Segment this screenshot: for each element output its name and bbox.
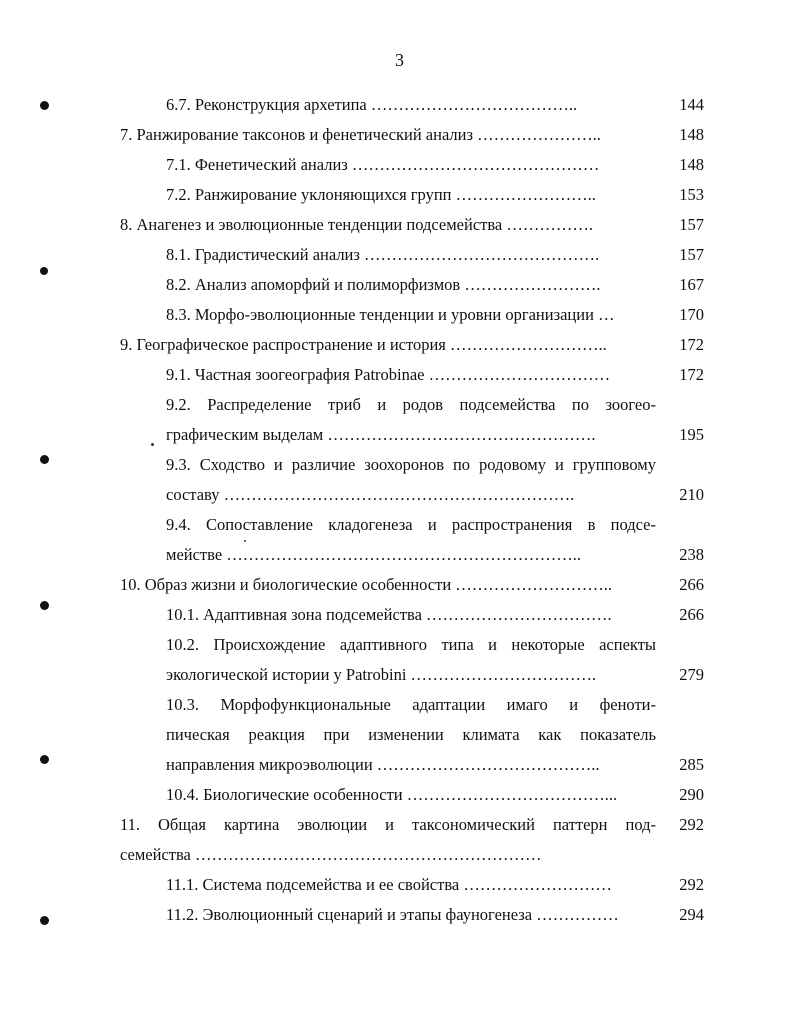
binder-hole-mark <box>40 601 49 610</box>
toc-page-11-2: 294 <box>679 905 704 924</box>
toc-page-9-1: 172 <box>679 365 704 384</box>
toc-entry-8-2: 8.2. Анализ апоморфий и полиморфизмов ……………………. <box>166 275 601 294</box>
toc-entry-9-4-cont: мействе ……………………………………………………….. <box>166 545 582 564</box>
toc-entry-9-1: 9.1. Частная зоогеография Patrobinae …………………………… <box>166 365 611 384</box>
toc-page-7-2: 153 <box>679 185 704 204</box>
toc-entry-10-2-cont: экологической истории у Patrobini ……………………………. <box>166 665 597 684</box>
toc-page-9-2: 195 <box>679 425 704 444</box>
binder-hole-mark <box>40 267 48 275</box>
toc-entry-10-2: 10.2. Происхождение адаптивного типа и некоторые аспекты <box>166 635 656 654</box>
toc-entry-9-3-cont: составу ………………………………………………………. <box>166 485 575 504</box>
toc-page-10: 266 <box>679 575 704 594</box>
toc-entry-10-4: 10.4. Биологические особенности ………………………………... <box>166 785 618 804</box>
toc-entry-8-3: 8.3. Морфо-эволюционные тенденции и уровни организации … <box>166 305 615 324</box>
toc-entry-9-3: 9.3. Сходство и различие зоохоронов по родовому и групповому <box>166 455 656 474</box>
toc-entry-9-4: 9.4. Сопоставление кладогенеза и распространения в подсе- <box>166 515 656 534</box>
toc-page-10-3: 285 <box>679 755 704 774</box>
toc-entry-11-2: 11.2. Эволюционный сценарий и этапы фауногенеза …………… <box>166 905 619 924</box>
toc-entry-11-1: 11.1. Система подсемейства и ее свойства ……………………… <box>166 875 612 894</box>
toc-entry-9-2: 9.2. Распределение триб и родов подсемейства по зоогео- <box>166 395 656 414</box>
toc-entry-9-2-cont: графическим выделам …………………………………………. <box>166 425 596 444</box>
toc-entry-10-3-cont: пическая реакция при изменении климата как показатель <box>166 725 656 744</box>
toc-page-7-1: 148 <box>679 155 704 174</box>
toc-entry-6-7: 6.7. Реконструкция архетипа ……………………………….. <box>166 95 578 114</box>
toc-page-10-2: 279 <box>679 665 704 684</box>
toc-entry-11: 11. Общая картина эволюции и таксономический паттерн под- <box>120 815 656 834</box>
toc-entry-7-1: 7.1. Фенетический анализ ……………………………………… <box>166 155 600 174</box>
binder-hole-mark <box>40 455 49 464</box>
toc-entry-7-2: 7.2. Ранжирование уклоняющихся групп …………………….. <box>166 185 596 204</box>
toc-entry-8-1: 8.1. Градистический анализ ……………………………………. <box>166 245 600 264</box>
toc-page-10-4: 290 <box>679 785 704 804</box>
toc-entry-10-3: 10.3. Морфофункциональные адаптации имаго и феноти- <box>166 695 656 714</box>
toc-entry-10-3-cont2: направления микроэволюции ………………………………….. <box>166 755 600 774</box>
scan-speck <box>244 540 246 542</box>
toc-page-8-3: 170 <box>679 305 704 324</box>
toc-page-6-7: 144 <box>679 95 704 114</box>
toc-page-9-4: 238 <box>679 545 704 564</box>
toc-page-11-1: 292 <box>679 875 704 894</box>
toc-page-7: 148 <box>679 125 704 144</box>
binder-hole-mark <box>40 101 49 110</box>
toc-page-8-2: 167 <box>679 275 704 294</box>
binder-hole-mark <box>40 916 49 925</box>
toc-entry-8: 8. Анагенез и эволюционные тенденции подсемейства ……………. <box>120 215 594 234</box>
toc-entry-10-1: 10.1. Адаптивная зона подсемейства ……………………………. <box>166 605 612 624</box>
page-number: 3 <box>395 50 404 70</box>
toc-entry-9: 9. Географическое распространение и история ……………………….. <box>120 335 607 354</box>
toc-entry-11-cont: семейства ……………………………………………………… <box>120 845 542 864</box>
binder-hole-mark <box>40 755 49 764</box>
scan-speck <box>151 443 154 446</box>
toc-entry-10: 10. Образ жизни и биологические особенности ……………………….. <box>120 575 613 594</box>
toc-page-9: 172 <box>679 335 704 354</box>
toc-entry-7: 7. Ранжирование таксонов и фенетический анализ ………………….. <box>120 125 601 144</box>
toc-page-11: 292 <box>679 815 704 834</box>
toc-page-8: 157 <box>679 215 704 234</box>
toc-page-9-3: 210 <box>679 485 704 504</box>
toc-page-8-1: 157 <box>679 245 704 264</box>
toc-page-10-1: 266 <box>679 605 704 624</box>
